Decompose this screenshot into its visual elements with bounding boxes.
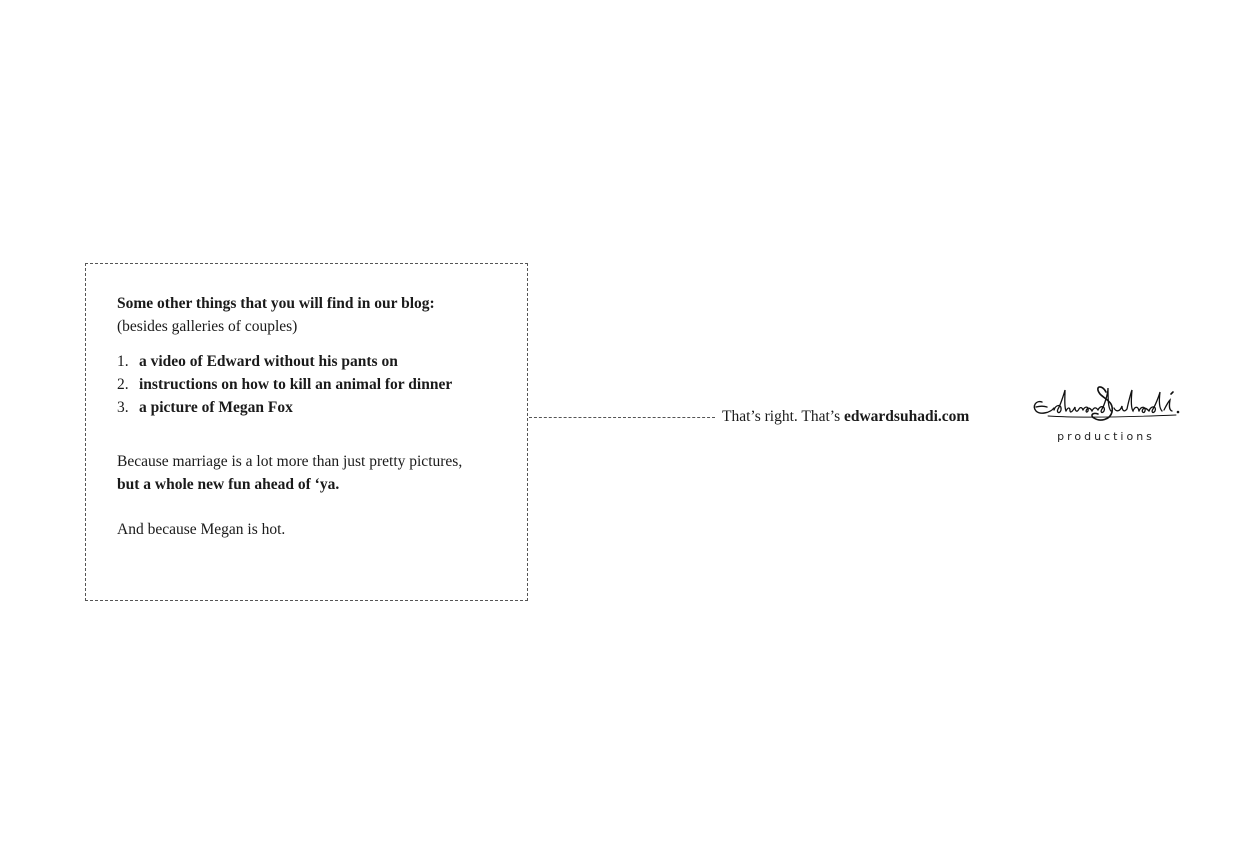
list-item-number: 1.	[117, 353, 129, 370]
blog-info-card	[85, 263, 528, 601]
list-item-text: a picture of Megan Fox	[139, 399, 293, 416]
list-item	[117, 396, 517, 419]
blog-items-list	[117, 350, 517, 419]
list-item-text: a video of Edward without his pants on	[139, 353, 398, 370]
list-item-number: 3.	[117, 399, 129, 416]
card-heading: Some other things that you will find in our blog:	[117, 295, 435, 312]
blog-info-content	[117, 292, 517, 541]
marriage-paragraph	[117, 450, 517, 496]
tagline	[722, 407, 969, 427]
list-item-text: instructions on how to kill an animal for dinner	[139, 376, 453, 393]
logo-subtitle: productions	[1057, 430, 1155, 443]
card-subheading: (besides galleries of couples)	[117, 318, 298, 335]
dashed-connector-line	[529, 417, 715, 418]
list-item-number: 2.	[117, 376, 129, 393]
website-url: edwardsuhadi.com	[843, 408, 970, 425]
marriage-text: Because marriage is a lot more than just pretty pictures,	[117, 453, 463, 470]
tagline-prefix: That’s right. That’s	[722, 408, 844, 425]
list-item	[117, 373, 517, 396]
logo	[1028, 380, 1184, 446]
closing-text: And because Megan is hot.	[117, 521, 286, 538]
marriage-text-bold: but a whole new fun ahead of ‘ya.	[117, 476, 340, 493]
signature-logo-icon	[1028, 380, 1184, 428]
list-item	[117, 350, 517, 373]
